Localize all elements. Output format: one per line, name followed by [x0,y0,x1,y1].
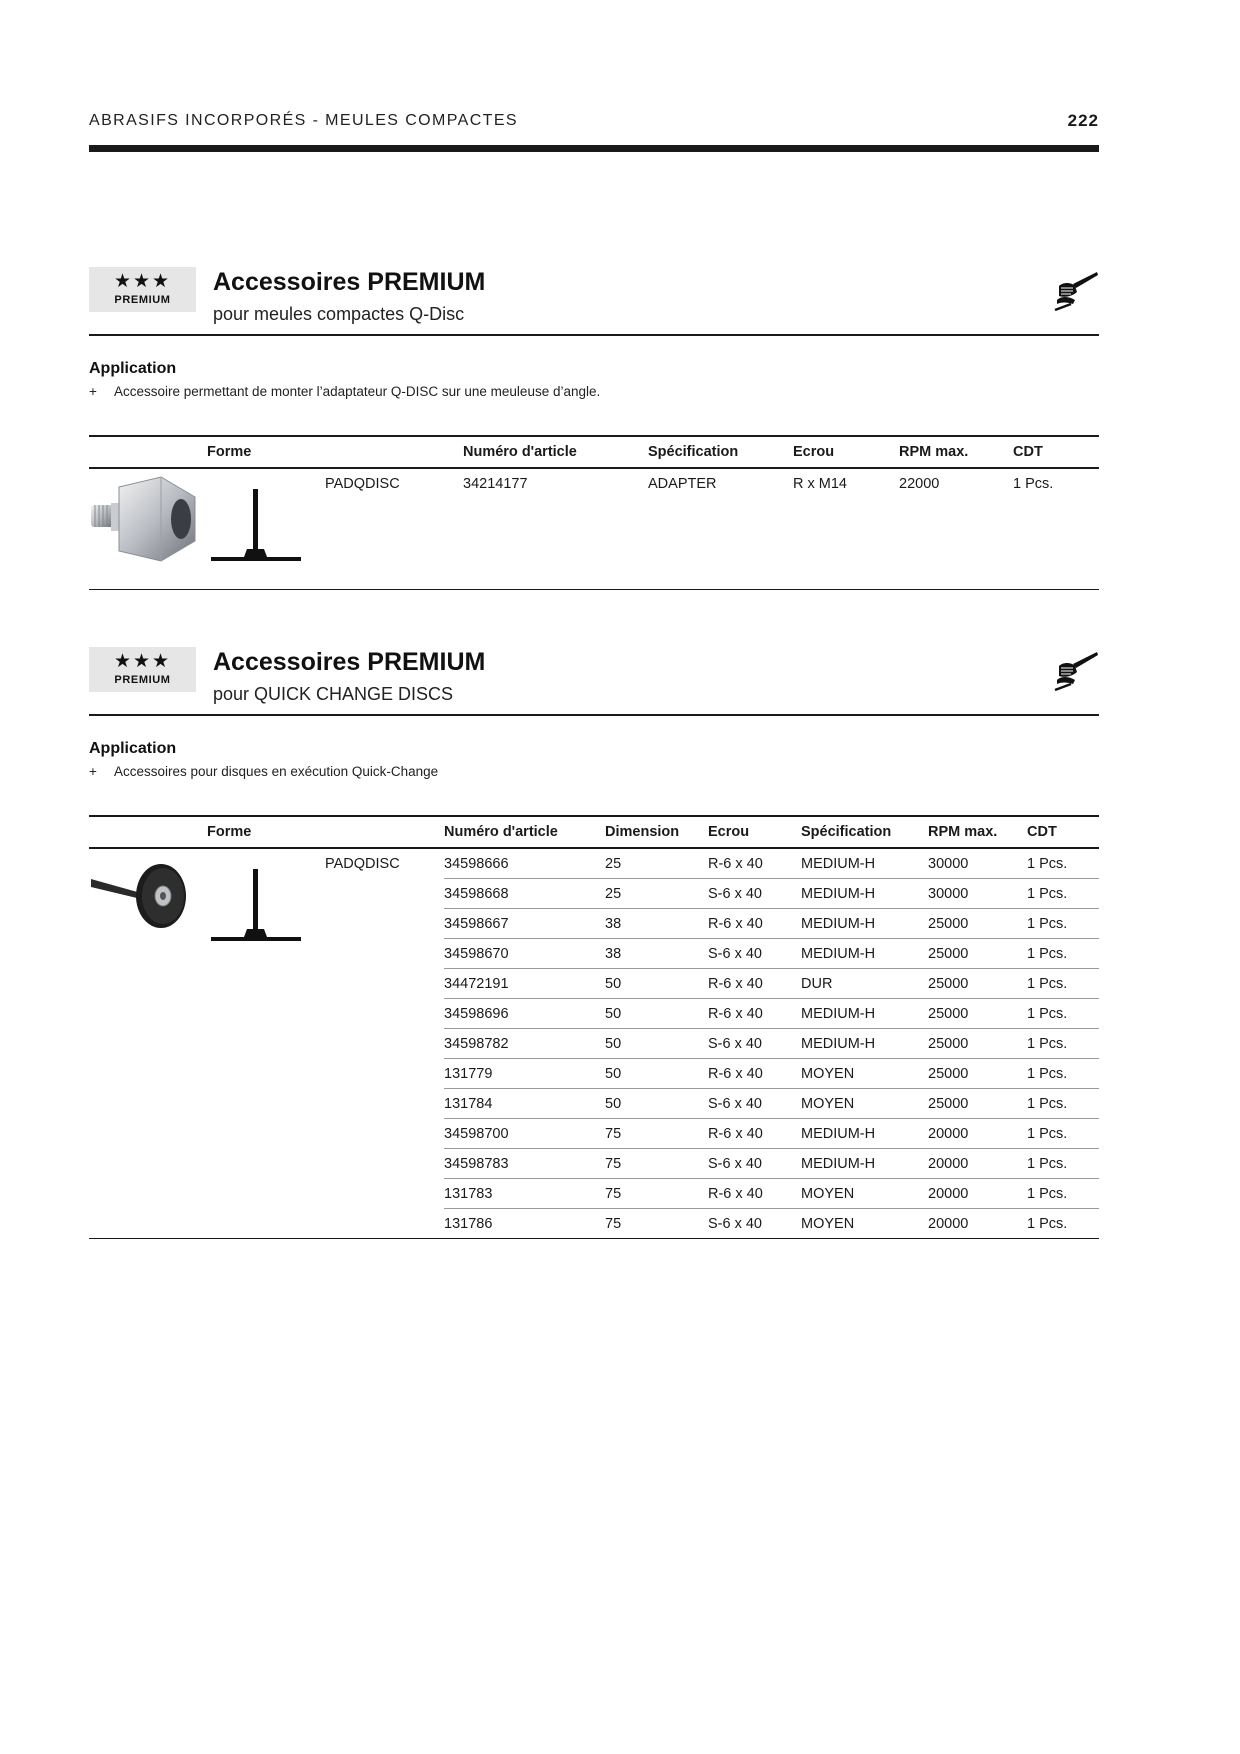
adapter-image [89,469,201,574]
rpm-max: 25000 [928,1059,1027,1089]
table-row [89,848,1099,879]
col-image [89,436,207,468]
article-number: 34598700 [444,1119,605,1149]
article-number: 34598667 [444,909,605,939]
premium-badge [89,267,196,312]
quick-change-pad-image [89,849,201,954]
page-header-title: ABRASIFS INCORPORÉS - MEULES COMPACTES [89,112,518,129]
rpm-max: 25000 [928,909,1027,939]
col-forme: Forme [207,816,325,848]
product-image-cell [89,468,207,590]
dimension: 50 [605,1089,708,1119]
section-quick-change [89,647,1099,1247]
ecrou: R-6 x 40 [708,1119,801,1149]
ecrou: S-6 x 40 [708,879,801,909]
ecrou: R-6 x 40 [708,1059,801,1089]
rpm-max: 20000 [928,1179,1027,1209]
dimension: 50 [605,999,708,1029]
application-text: Accessoire permettant de monter l’adaptateur Q-DISC sur une meuleuse d’angle. [114,384,601,399]
rpm-max: 22000 [899,468,1013,590]
rpm-max: 30000 [928,848,1027,879]
section-subtitle: pour meules compactes Q-Disc [213,304,465,324]
ecrou: R-6 x 40 [708,969,801,999]
specification: MEDIUM-H [801,848,928,879]
cdt: 1 Pcs. [1027,1089,1099,1119]
col-article: Numéro d'article [444,816,605,848]
col-cdt: CDT [1013,436,1099,468]
rpm-max: 20000 [928,1209,1027,1239]
col-article: Numéro d'article [463,436,648,468]
cdt: 1 Pcs. [1027,1179,1099,1209]
ecrou: S-6 x 40 [708,1089,801,1119]
col-name [325,816,444,848]
col-name [325,436,463,468]
article-number: 34214177 [463,468,648,590]
specification: ADAPTER [648,468,793,590]
cdt: 1 Pcs. [1027,999,1099,1029]
premium-badge-label: PREMIUM [114,294,171,306]
cdt: 1 Pcs. [1027,879,1099,909]
col-forme: Forme [207,436,325,468]
stars-icon: ★★★ [113,651,172,672]
plus-bullet: + [89,764,97,779]
specification: MEDIUM-H [801,939,928,969]
form-name: PADQDISC [325,468,463,590]
ecrou: R-6 x 40 [708,999,801,1029]
section-subtitle: pour QUICK CHANGE DISCS [213,684,454,704]
application-item [89,764,438,779]
form-diagram-cell [207,848,325,1239]
section-title: Accessoires PREMIUM [213,648,486,676]
cdt: 1 Pcs. [1027,1029,1099,1059]
section-rule [89,334,1099,336]
spec-table [89,815,1099,1239]
dimension: 75 [605,1209,708,1239]
angle-grinder-icon [1053,650,1099,692]
dimension: 38 [605,909,708,939]
ecrou: S-6 x 40 [708,1209,801,1239]
col-specification: Spécification [648,436,793,468]
plus-bullet: + [89,384,97,399]
article-number: 131783 [444,1179,605,1209]
form-name: PADQDISC [325,848,444,1239]
rpm-max: 20000 [928,1119,1027,1149]
header-rule [89,145,1099,152]
specification: DUR [801,969,928,999]
table-header-row [89,436,1099,468]
dimension: 25 [605,879,708,909]
cdt: 1 Pcs. [1027,1209,1099,1239]
col-specification: Spécification [801,816,928,848]
premium-badge [89,647,196,692]
specification: MOYEN [801,1059,928,1089]
application-item [89,384,600,399]
specification: MOYEN [801,1209,928,1239]
article-number: 131779 [444,1059,605,1089]
dimension: 50 [605,969,708,999]
cdt: 1 Pcs. [1013,468,1099,590]
article-number: 131786 [444,1209,605,1239]
ecrou: S-6 x 40 [708,1029,801,1059]
col-cdt: CDT [1027,816,1099,848]
article-number: 34598668 [444,879,605,909]
cdt: 1 Pcs. [1027,848,1099,879]
article-number: 34598782 [444,1029,605,1059]
specification: MEDIUM-H [801,879,928,909]
application-heading: Application [89,740,177,757]
rpm-max: 25000 [928,1029,1027,1059]
rpm-max: 30000 [928,879,1027,909]
col-rpm: RPM max. [928,816,1027,848]
cdt: 1 Pcs. [1027,1059,1099,1089]
angle-grinder-icon [1053,270,1099,312]
cdt: 1 Pcs. [1027,909,1099,939]
cdt: 1 Pcs. [1027,969,1099,999]
cdt: 1 Pcs. [1027,1119,1099,1149]
section-qdisc-adapter [89,267,1099,587]
specification: MEDIUM-H [801,909,928,939]
dimension: 75 [605,1149,708,1179]
specification: MEDIUM-H [801,1119,928,1149]
rpm-max: 25000 [928,1089,1027,1119]
form-diagram-icon [207,469,307,574]
product-image-cell [89,848,207,1239]
spec-table [89,435,1099,590]
col-image [89,816,207,848]
rpm-max: 20000 [928,1149,1027,1179]
article-number: 34598696 [444,999,605,1029]
dimension: 50 [605,1029,708,1059]
dimension: 75 [605,1119,708,1149]
specification: MOYEN [801,1179,928,1209]
form-diagram-cell [207,468,325,590]
ecrou: R-6 x 40 [708,1179,801,1209]
dimension: 25 [605,848,708,879]
table-row [89,468,1099,590]
specification: MEDIUM-H [801,1149,928,1179]
section-rule [89,714,1099,716]
col-ecrou: Ecrou [793,436,899,468]
table-header-row [89,816,1099,848]
article-number: 131784 [444,1089,605,1119]
ecrou: S-6 x 40 [708,939,801,969]
ecrou: R x M14 [793,468,899,590]
section-title: Accessoires PREMIUM [213,268,486,296]
ecrou: S-6 x 40 [708,1149,801,1179]
form-diagram-icon [207,849,307,954]
rpm-max: 25000 [928,969,1027,999]
ecrou: R-6 x 40 [708,909,801,939]
article-number: 34598783 [444,1149,605,1179]
cdt: 1 Pcs. [1027,939,1099,969]
rpm-max: 25000 [928,999,1027,1029]
stars-icon: ★★★ [113,271,172,292]
application-heading: Application [89,360,177,377]
page-number: 222 [1067,111,1099,130]
col-ecrou: Ecrou [708,816,801,848]
specification: MEDIUM-H [801,999,928,1029]
cdt: 1 Pcs. [1027,1149,1099,1179]
col-rpm: RPM max. [899,436,1013,468]
premium-badge-label: PREMIUM [114,674,171,686]
ecrou: R-6 x 40 [708,848,801,879]
article-number: 34598670 [444,939,605,969]
specification: MEDIUM-H [801,1029,928,1059]
rpm-max: 25000 [928,939,1027,969]
article-number: 34472191 [444,969,605,999]
col-dimension: Dimension [605,816,708,848]
specification: MOYEN [801,1089,928,1119]
dimension: 75 [605,1179,708,1209]
article-number: 34598666 [444,848,605,879]
dimension: 50 [605,1059,708,1089]
dimension: 38 [605,939,708,969]
application-text: Accessoires pour disques en exécution Quick-Change [114,764,439,779]
